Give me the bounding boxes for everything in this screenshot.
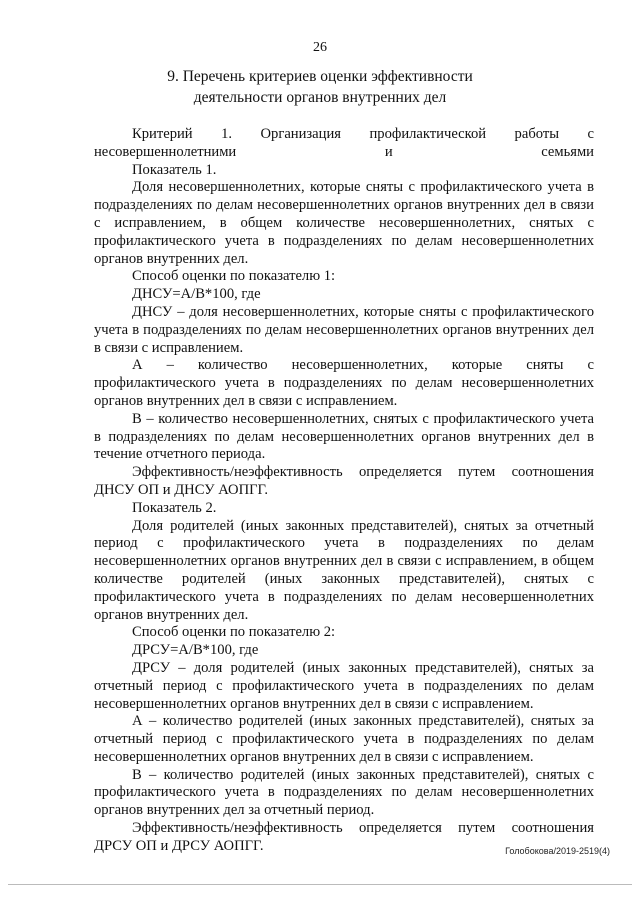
indicator-1-formula: ДНСУ=А/В*100, где	[132, 286, 261, 303]
indicator-2-heading: Показатель 2.	[132, 499, 217, 516]
indicator-2-term-b: В – количество родителей (иных законных представителей), снятых с профилактического учета в подразделениях по делам несовершеннолетних органов внутренних дел за отчетный период.	[94, 766, 594, 819]
indicator-2-description: Доля родителей (иных законных представителей), снятых за отчетный период с профилактического учета в подразделениях по делам несовершеннолетних органов внутренних дел в связи с исправлением, в общем количестве родителей (иных законных представителей), снятых с профилактического учета в подразделениях по делам несовершеннолетних органов внутренних дел.	[94, 517, 594, 623]
criterion-1-title: Критерий 1. Организация профилактической работы с несовершеннолетними и семьями	[94, 126, 594, 160]
indicator-1-description: Доля несовершеннолетних, которые сняты с профилактического учета в подразделениях по делам несовершеннолетних органов внутренних дел в связи с исправлением, в общем количестве несовершеннолетних, снятых с профилактического учета в подразделениях по делам несовершеннолетних органов внутренних дел.	[94, 179, 594, 267]
indicator-2-effectiveness: Эффективность/неэффективность определяется путем соотношения ДРСУ ОП и ДРСУ АОПГГ.	[94, 820, 594, 854]
indicator-2-method-label: Способ оценки по показателю 2:	[132, 624, 336, 641]
indicator-1-term-b: В – количество несовершеннолетних, снятых с профилактического учета в подразделениях по делам несовершеннолетних органов внутренних дел в течение отчетного периода.	[94, 410, 594, 463]
page-number: 26	[313, 40, 327, 55]
indicator-1-term-dnsu: ДНСУ – доля несовершеннолетних, которые сняты с профилактического учета в подразделениях по делам несовершеннолетних органов внутренних дел в связи с исправлением.	[94, 303, 594, 356]
section-heading	[120, 66, 520, 108]
heading-line-2: деятельности органов внутренних дел	[193, 89, 447, 106]
indicator-2-formula: ДРСУ=А/В*100, где	[132, 642, 259, 659]
indicator-1-heading: Показатель 1.	[132, 161, 217, 178]
indicator-1-method-label: Способ оценки по показателю 1:	[132, 268, 336, 285]
page-bottom-divider	[8, 884, 632, 885]
document-footer-code: Голобокова/2019-2519(4)	[505, 846, 610, 856]
indicator-2-term-drsu: ДРСУ – доля родителей (иных законных представителей), снятых за отчетный период с профилактического учета в подразделениях по делам несовершеннолетних органов внутренних дел в связи с исправлением.	[94, 659, 594, 712]
indicator-1-term-a: А – количество несовершеннолетних, которые сняты с профилактического учета в подразделениях по делам несовершеннолетних органов внутренних дел в связи с исправлением.	[94, 357, 594, 409]
indicator-1-effectiveness: Эффективность/неэффективность определяется путем соотношения ДНСУ ОП и ДНСУ АОПГГ.	[94, 464, 594, 498]
document-body	[94, 126, 594, 856]
indicator-2-term-a: А – количество родителей (иных законных представителей), снятых за отчетный период с профилактического учета в подразделениях по делам несовершеннолетних органов внутренних дел в связи с исправлением.	[94, 713, 594, 765]
heading-line-1: 9. Перечень критериев оценки эффективности	[167, 68, 473, 85]
